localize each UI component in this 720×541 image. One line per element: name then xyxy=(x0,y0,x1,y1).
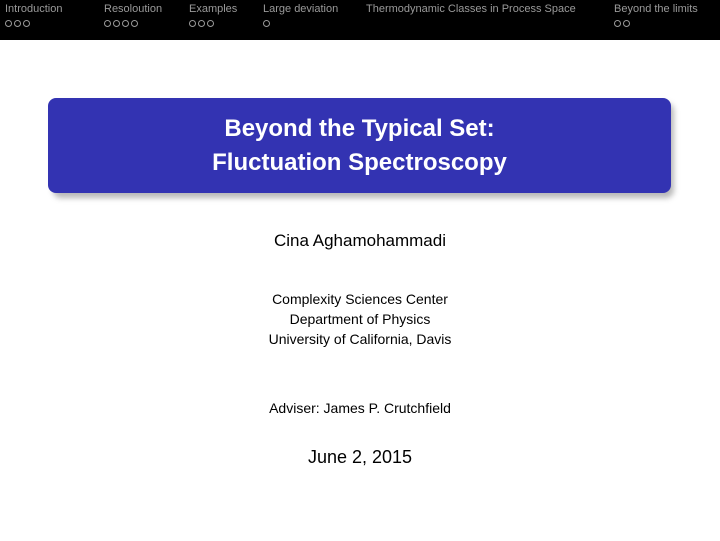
nav-frame-dots xyxy=(189,20,216,28)
frame-dot[interactable] xyxy=(263,20,270,27)
nav-section-large-deviation[interactable] xyxy=(263,3,338,16)
frame-dot[interactable] xyxy=(198,20,205,27)
frame-dot[interactable] xyxy=(207,20,214,27)
institution-center: Complexity Sciences Center xyxy=(272,291,448,307)
frame-dot[interactable] xyxy=(5,20,12,27)
frame-dot[interactable] xyxy=(23,20,30,27)
title-line-1: Beyond the Typical Set: xyxy=(224,114,495,142)
presentation-date: June 2, 2015 xyxy=(307,447,413,467)
frame-dot[interactable] xyxy=(14,20,21,27)
nav-frame-dots xyxy=(104,20,140,28)
nav-section-beyond-the-limits[interactable] xyxy=(614,3,698,16)
nav-section-resoloution[interactable] xyxy=(104,3,162,16)
adviser: Adviser: James P. Crutchfield xyxy=(269,400,451,416)
frame-dot[interactable] xyxy=(189,20,196,27)
frame-dot[interactable] xyxy=(113,20,120,27)
frame-dot[interactable] xyxy=(131,20,138,27)
author-name: Cina Aghamohammadi xyxy=(274,231,446,250)
frame-dot[interactable] xyxy=(104,20,111,27)
nav-section-examples[interactable] xyxy=(189,3,237,16)
nav-section-label: Beyond the limits xyxy=(614,3,698,15)
frame-dot[interactable] xyxy=(614,20,621,27)
institution-department: Department of Physics xyxy=(289,311,431,327)
nav-section-label: Introduction xyxy=(5,3,63,15)
nav-section-label: Resoloution xyxy=(104,3,163,15)
frame-dot[interactable] xyxy=(122,20,129,27)
nav-section-introduction[interactable] xyxy=(5,3,62,16)
frame-dot[interactable] xyxy=(623,20,630,27)
title-line-2: Fluctuation Spectroscopy xyxy=(212,148,507,176)
nav-frame-dots xyxy=(5,20,32,28)
nav-section-label: Thermodynamic Classes in Process Space xyxy=(366,3,576,15)
institution-block xyxy=(0,289,720,349)
nav-frame-dots xyxy=(263,20,272,28)
nav-section-label: Examples xyxy=(189,3,238,15)
institution-university: University of California, Davis xyxy=(268,331,452,347)
nav-section-thermodynamic-classes[interactable] xyxy=(366,3,576,16)
nav-section-label: Large deviation xyxy=(263,3,339,15)
nav-frame-dots xyxy=(614,20,632,28)
title-box xyxy=(48,98,671,193)
navigation-bar xyxy=(0,0,720,40)
